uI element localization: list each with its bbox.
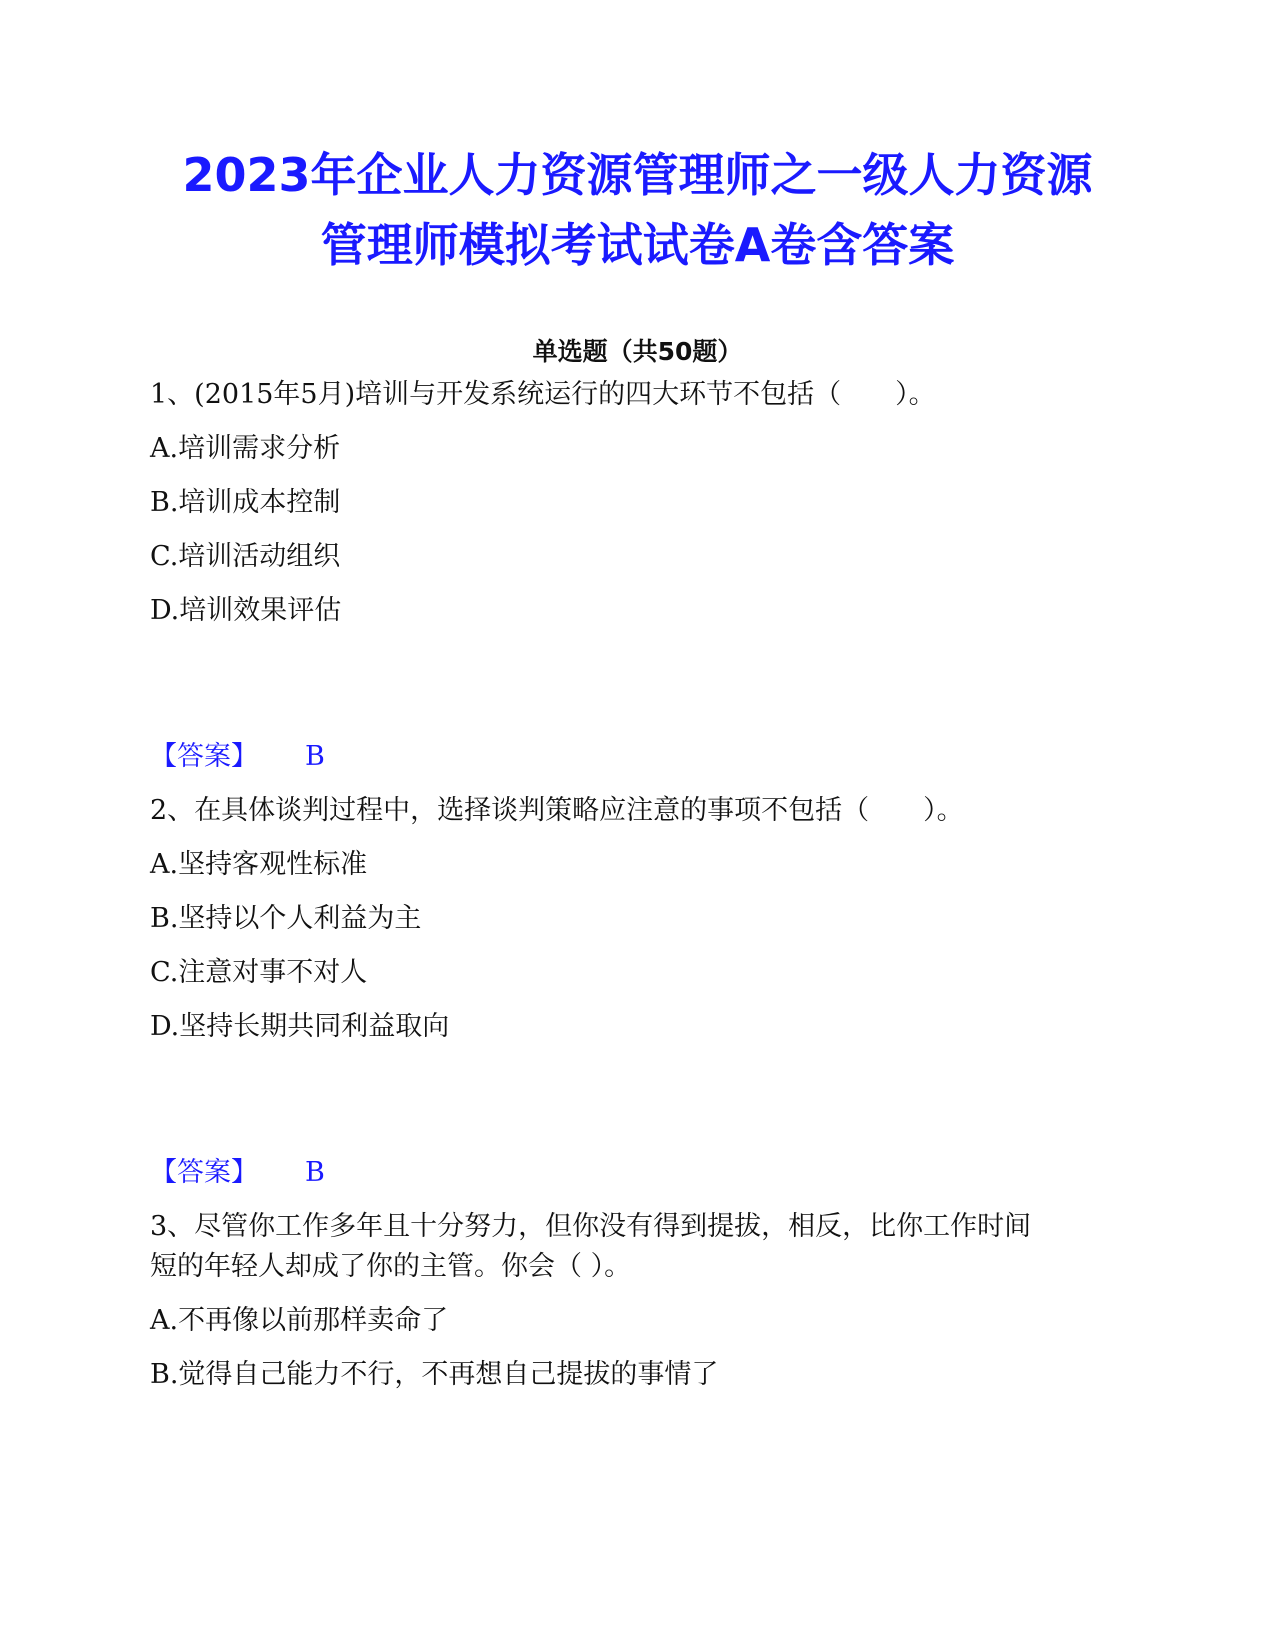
question-1-stem: 1、(2015年5月)培训与开发系统运行的四大环节不包括（ ）。	[150, 379, 936, 410]
question-1-answer	[150, 740, 325, 774]
question-3-stem-line-2: 短的年轻人却成了你的主管。你会（ ）。	[150, 1251, 632, 1282]
document-title	[100, 140, 1175, 280]
question-1-option-b: B.培训成本控制	[150, 487, 341, 518]
question-3-option-b: B.觉得自己能力不行，不再想自己提拔的事情了	[150, 1359, 719, 1390]
question-2-option-c: C.注意对事不对人	[150, 957, 368, 988]
question-1-option-c: C.培训活动组织	[150, 541, 341, 572]
answer-label: 【答案】	[150, 1157, 258, 1188]
title-line-2: 管理师模拟考试试卷A卷含答案	[320, 218, 955, 272]
question-3-stem-line-1: 3、尽管你工作多年且十分努力，但你没有得到提拔，相反，比你工作时间	[150, 1211, 1032, 1242]
section-heading: 单选题（共50题）	[532, 337, 743, 366]
question-2-option-a: A.坚持客观性标准	[150, 849, 368, 880]
answer-label: 【答案】	[150, 741, 258, 772]
answer-value: B	[305, 741, 325, 772]
question-3-option-a: A.不再像以前那样卖命了	[150, 1305, 449, 1336]
title-line-1: 2023年企业人力资源管理师之一级人力资源	[182, 148, 1093, 202]
question-2-option-d: D.坚持长期共同利益取向	[150, 1011, 450, 1042]
question-1-option-d: D.培训效果评估	[150, 595, 342, 626]
question-2-option-b: B.坚持以个人利益为主	[150, 903, 422, 934]
question-1-option-a: A.培训需求分析	[150, 433, 341, 464]
question-2-answer	[150, 1156, 325, 1190]
question-2-stem: 2、在具体谈判过程中，选择谈判策略应注意的事项不包括（ ）。	[150, 795, 964, 826]
answer-value: B	[305, 1157, 325, 1188]
